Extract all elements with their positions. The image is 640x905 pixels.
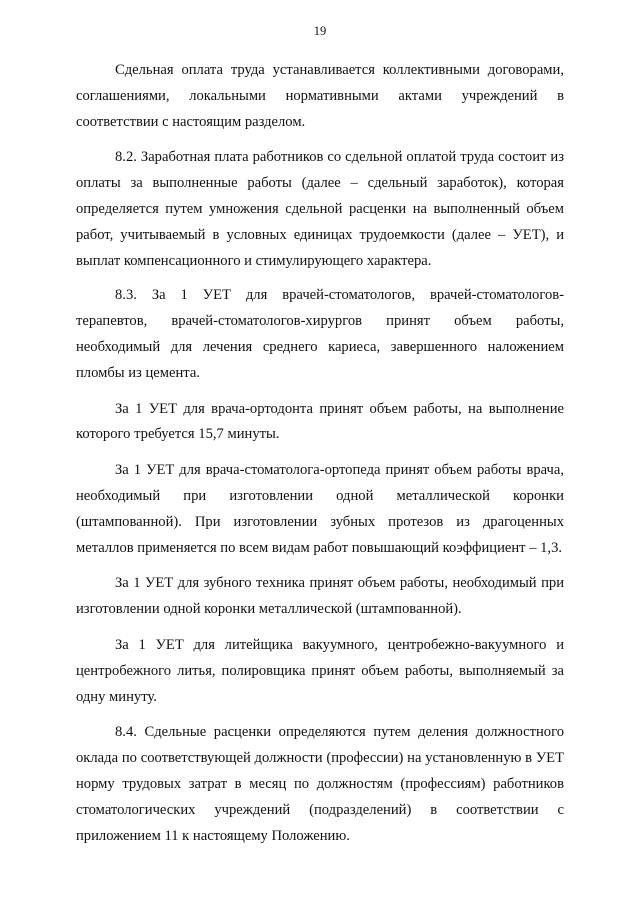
paragraph-8-2: 8.2. Заработная плата работников со сдельной оплатой труда состоит из оплаты за выполненные работы (далее – сдельный заработок), которая определяется путем умножения сдельной расценки на выполненный объем работ, учитываемый в условных единицах трудоемкости (далее – УЕТ), и выплат компенсационного и стимулирующего характера.	[76, 149, 564, 269]
paragraph-8-3: 8.3. За 1 УЕТ для врачей-стоматологов, врачей-стоматологов-терапевтов, врачей-стоматологов-хирургов принят объем работы, необходимый для лечения среднего кариеса, завершенного наложением пломбы из цемента.	[76, 287, 564, 381]
paragraph-orthodontist: За 1 УЕТ для врача-ортодонта принят объем работы, на выполнение которого требуется 15,7 минуты.	[76, 400, 564, 443]
paragraph-piecework-basis: Сдельная оплата труда устанавливается коллективными договорами, соглашениями, локальными нормативными актами учреждений в соответствии с настоящим разделом.	[76, 62, 564, 130]
paragraph-orthopedist: За 1 УЕТ для врача-стоматолога-ортопеда принят объем работы врача, необходимый при изготовлении одной металлической коронки (штампованной). При изготовлении зубных протезов из драгоценных металлов применяется по всем видам работ повышающий коэффициент – 1,3.	[76, 462, 564, 556]
paragraph-dental-technician: За 1 УЕТ для зубного техника принят объем работы, необходимый при изготовлении одной коронки металлической (штампованной).	[76, 575, 564, 618]
paragraph-caster-polisher: За 1 УЕТ для литейщика вакуумного, центробежно-вакуумного и центробежного литья, полировщика принят объем работы, выполняемый за одну минуту.	[76, 636, 564, 705]
page-number: 19	[313, 24, 327, 38]
paragraph-8-4: 8.4. Сдельные расценки определяются путем деления должностного оклада по соответствующей должности (профессии) на установленную в УЕТ норму трудовых затрат в месяц по должностям (профессиям) работников стоматологических учреждений (подразделений) в соответствии с приложением 11 к настоящему Положению.	[76, 724, 564, 844]
document-body	[76, 58, 564, 859]
